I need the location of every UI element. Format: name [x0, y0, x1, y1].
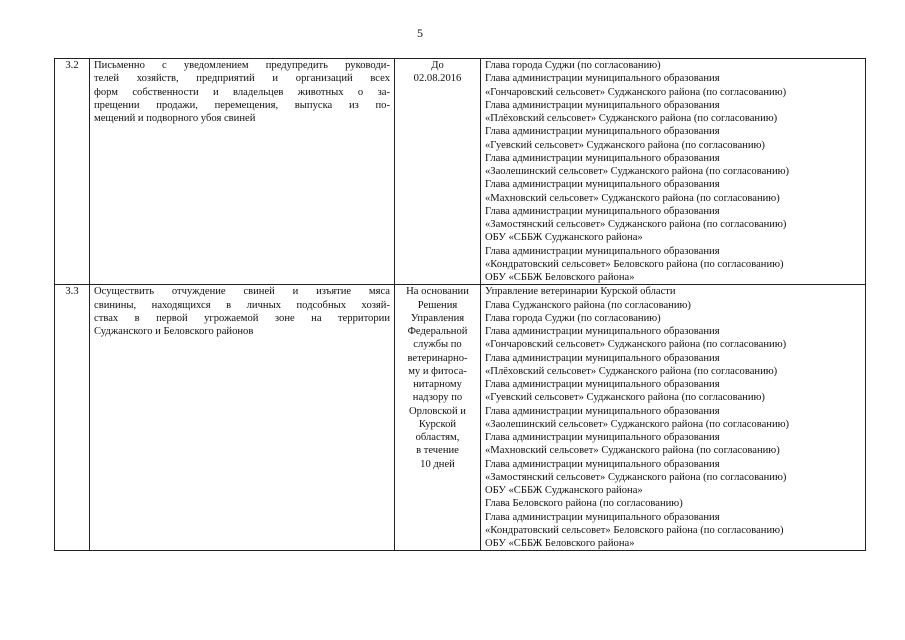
description-line: ствах в первой угрожаемой зоне на территории	[94, 312, 390, 324]
responsible-line: ОБУ «СББЖ Беловского района»	[485, 272, 635, 283]
description-line: свинины, находящихся в личных подсобных хозяй-	[94, 299, 390, 311]
description-line: Осуществить отчуждение свиней и изъятие мяса	[94, 286, 390, 298]
description-line: телей хозяйств, предприятий и организаций всех	[94, 73, 390, 85]
page-number: 5	[417, 26, 423, 40]
responsible-parties	[481, 59, 866, 285]
measure-description	[90, 285, 395, 551]
deadline-line: в течение	[416, 445, 459, 457]
deadline	[395, 59, 481, 285]
description-line: мещений и подворного убоя свиней	[94, 113, 256, 124]
deadline-line: нитарному	[413, 379, 462, 390]
deadline-line: На основании	[406, 286, 469, 298]
deadline-line: службы по	[413, 339, 462, 351]
responsible-line: Глава города Суджи (по согласованию)	[485, 60, 661, 71]
responsible-line: Глава администрации муниципального образования	[485, 405, 720, 417]
responsible-parties	[481, 285, 866, 551]
responsible-line: «Гуевский сельсовет» Суджанского района (по согласованию)	[485, 392, 765, 404]
responsible-line: ОБУ «СББЖ Суджанского района»	[485, 232, 643, 244]
deadline-line: Управления	[410, 312, 465, 324]
responsible-line: «Махновский сельсовет» Суджанского района (по согласованию)	[485, 192, 780, 204]
responsible-line: Глава администрации муниципального образования	[485, 458, 720, 470]
deadline-line: 02.08.2016	[413, 73, 462, 85]
description-line: прещении продажи, перемещения, выпуска из по-	[94, 99, 390, 111]
responsible-line: «Заолешинский сельсовет» Суджанского района (по согласованию)	[485, 166, 790, 177]
responsible-line: ОБУ «СББЖ Суджанского района»	[485, 485, 643, 496]
measures-table	[54, 58, 866, 551]
responsible-line: «Гончаровский сельсовет» Суджанского района (по согласованию)	[485, 339, 787, 351]
measure-description	[90, 59, 395, 285]
deadline-line: Федеральной	[407, 326, 468, 337]
deadline-line: 10 дней	[420, 458, 455, 470]
table-row	[55, 59, 866, 285]
deadline-line: ветеринарно-	[407, 352, 468, 364]
responsible-line: Глава администрации муниципального образования	[485, 179, 720, 191]
deadline-line: областям,	[415, 432, 460, 443]
description-line: Суджанского и Беловского районов	[94, 326, 254, 337]
responsible-line: Глава администрации муниципального образования	[485, 379, 720, 390]
deadline-line: му и фитоса-	[408, 365, 467, 377]
deadline-line: Решения	[417, 299, 458, 311]
description-line: Письменно с уведомлением предупредить руководи-	[94, 60, 390, 71]
responsible-line: Глава администрации муниципального образования	[485, 511, 720, 523]
deadline	[395, 285, 481, 551]
responsible-line: Глава Беловского района (по согласованию)	[485, 498, 683, 510]
responsible-line: Глава администрации муниципального образования	[485, 352, 720, 364]
responsible-line: Глава администрации муниципального образования	[485, 432, 720, 443]
table-row	[55, 285, 866, 551]
deadline-line: До	[431, 60, 444, 71]
responsible-line: «Кондратовский сельсовет» Беловского района (по согласованию)	[485, 524, 784, 536]
responsible-line: «Махновский сельсовет» Суджанского района (по согласованию)	[485, 445, 780, 457]
deadline-line: Курской	[418, 418, 457, 430]
responsible-line: ОБУ «СББЖ Беловского района»	[485, 538, 635, 549]
responsible-line: «Кондратовский сельсовет» Беловского района (по согласованию)	[485, 258, 784, 270]
responsible-line: Управление ветеринарии Курской области	[485, 286, 676, 298]
responsible-line: Глава администрации муниципального образования	[485, 245, 720, 257]
responsible-line: Глава администрации муниципального образования	[485, 126, 720, 138]
responsible-line: Глава администрации муниципального образования	[485, 326, 720, 337]
deadline-line: надзору по	[412, 392, 463, 404]
description-line: форм собственности и владельцев животных о за-	[94, 86, 390, 98]
responsible-line: Глава администрации муниципального образования	[485, 152, 720, 164]
responsible-line: Глава Суджанского района (по согласованию)	[485, 299, 691, 311]
responsible-line: «Замостянский сельсовет» Суджанского района (по согласованию)	[485, 471, 787, 483]
deadline-line: Орловской и	[409, 405, 466, 417]
responsible-line: «Плёховский сельсовет» Суджанского района (по согласованию)	[485, 365, 778, 377]
responsible-line: Глава администрации муниципального образования	[485, 205, 720, 217]
responsible-line: Глава администрации муниципального образования	[485, 73, 720, 85]
item-number: 3.2	[55, 59, 90, 285]
responsible-line: «Гуевский сельсовет» Суджанского района (по согласованию)	[485, 139, 765, 151]
responsible-line: «Заолешинский сельсовет» Суджанского района (по согласованию)	[485, 418, 790, 430]
responsible-line: Глава администрации муниципального образования	[485, 99, 720, 111]
responsible-line: «Плёховский сельсовет» Суджанского района (по согласованию)	[485, 113, 778, 124]
responsible-line: «Замостянский сельсовет» Суджанского района (по согласованию)	[485, 219, 787, 230]
responsible-line: Глава города Суджи (по согласованию)	[485, 312, 661, 324]
responsible-line: «Гончаровский сельсовет» Суджанского района (по согласованию)	[485, 86, 787, 98]
item-number: 3.3	[55, 285, 90, 551]
